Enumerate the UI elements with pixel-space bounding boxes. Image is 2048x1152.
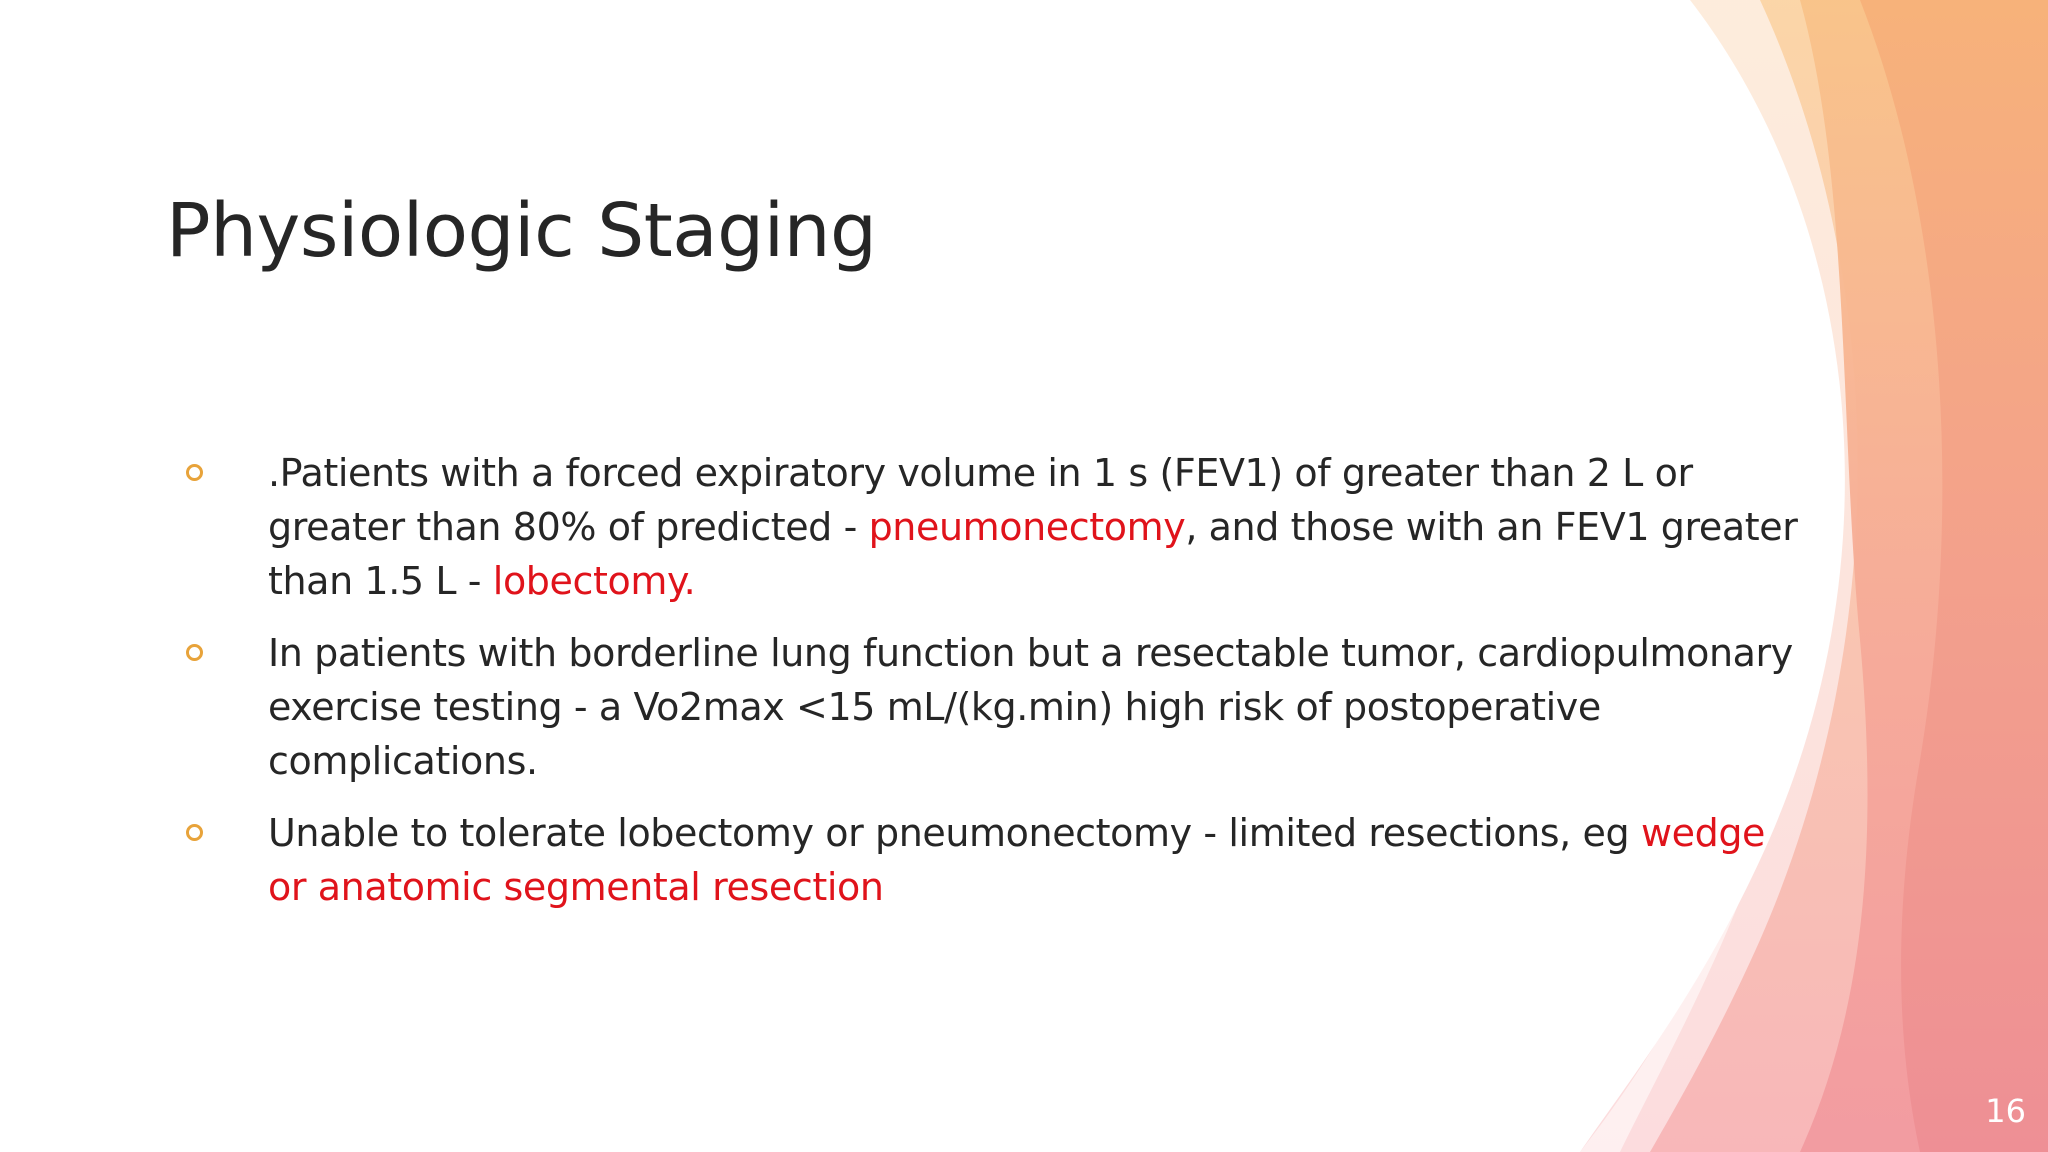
bullet-item-borderline [180,626,1800,788]
highlight-wedge-resection: wedge or anatomic segmental resection [268,811,1766,909]
bullet-text: .Patients with a forced expiratory volume in 1 s (FEV1) of greater than 2 L or greater than 80% of predicted - [268,451,1693,549]
slide-title: Physiologic Staging [166,188,877,274]
circle-bullet-icon [186,824,203,841]
highlight-pneumonectomy: pneumonectomy [868,505,1186,549]
bullet-list [180,446,1800,932]
circle-bullet-icon [186,464,203,481]
bullet-item-limited-resections [180,806,1800,914]
bullet-text: In patients with borderline lung function but a resectable tumor, cardiopulmonary exercise testing - a Vo2max <15 mL/(kg.min) high risk of postoperative complications. [268,631,1793,783]
slide-number: 16 [1985,1092,2026,1130]
bullet-text: Unable to tolerate lobectomy or pneumonectomy - limited resections, eg [268,811,1641,855]
circle-bullet-icon [186,644,203,661]
highlight-lobectomy: lobectomy. [492,559,696,603]
bullet-text: , and those with an FEV1 greater than 1.5 L - [268,505,1798,603]
bullet-item-fev1 [180,446,1800,608]
